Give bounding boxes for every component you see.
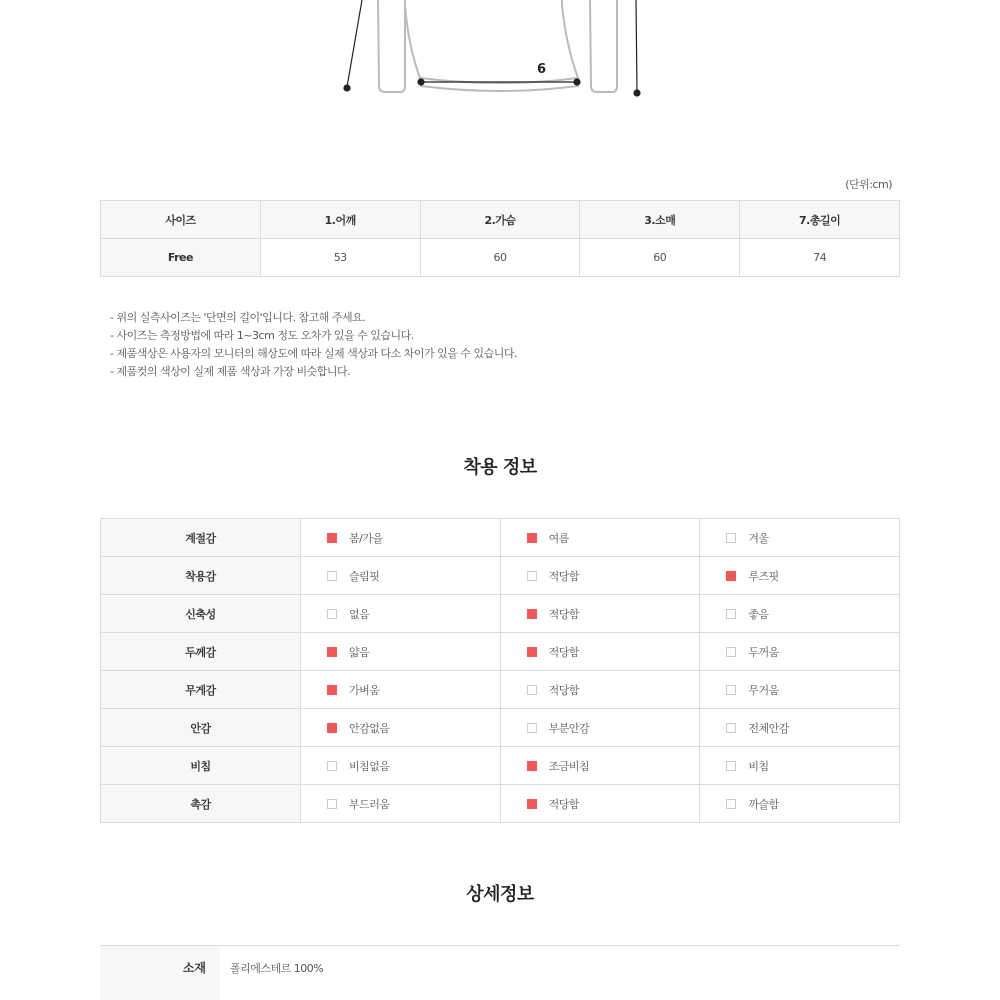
note-item: - 사이즈는 측정방법에 따라 1~3cm 정도 오차가 있을 수 있습니다. xyxy=(110,329,414,342)
fit-option xyxy=(301,747,501,785)
fit-option-label: 비침없음 xyxy=(349,759,390,773)
fit-option-label: 조금비침 xyxy=(548,759,590,773)
fit-option xyxy=(700,747,900,785)
checked-box-icon xyxy=(527,647,537,657)
fit-category: 계절감 xyxy=(101,519,301,557)
length-value: 74 xyxy=(740,239,900,277)
size-name: Free xyxy=(101,239,261,277)
unchecked-box-icon xyxy=(327,609,337,619)
note-item: - 제품컷의 색상이 실제 제품 색상과 가장 비슷합니다. xyxy=(110,365,351,378)
material-label: 소재 xyxy=(100,946,220,1000)
chest-header: 2.가슴 xyxy=(420,201,580,239)
fit-category: 착용감 xyxy=(101,557,301,595)
fit-category: 신축성 xyxy=(101,595,301,633)
fit-info-table xyxy=(100,518,900,823)
fit-option xyxy=(301,709,501,747)
unchecked-box-icon xyxy=(726,533,736,543)
fit-option xyxy=(500,671,700,709)
unchecked-box-icon xyxy=(527,571,537,581)
length-header: 7.총길이 xyxy=(740,201,900,239)
shoulder-header: 1.어깨 xyxy=(260,201,420,239)
fit-option xyxy=(301,595,501,633)
fit-option-label: 적당함 xyxy=(548,797,580,811)
checked-box-icon xyxy=(527,761,537,771)
checked-box-icon xyxy=(726,571,736,581)
table-row xyxy=(101,785,900,823)
fit-option-label: 봄/가을 xyxy=(349,531,383,545)
fit-option xyxy=(700,595,900,633)
unchecked-box-icon xyxy=(726,609,736,619)
size-header: 사이즈 xyxy=(101,201,261,239)
table-row xyxy=(101,595,900,633)
note-item: - 제품색상은 사용자의 모니터의 해상도에 따라 실제 색상과 다소 차이가 있을 수 있습니다. xyxy=(110,347,517,360)
fit-option-label: 루즈핏 xyxy=(748,569,779,583)
fit-option-label: 무거움 xyxy=(748,683,779,697)
fit-category: 비침 xyxy=(101,747,301,785)
fit-option xyxy=(301,671,501,709)
fit-option xyxy=(700,671,900,709)
fit-option-label: 얇음 xyxy=(349,645,370,659)
table-row xyxy=(101,557,900,595)
fit-option xyxy=(500,709,700,747)
checked-box-icon xyxy=(327,647,337,657)
fit-category: 무게감 xyxy=(101,671,301,709)
measure-label: 6 xyxy=(537,62,547,77)
chest-value: 60 xyxy=(420,239,580,277)
fit-category: 촉감 xyxy=(101,785,301,823)
size-table xyxy=(100,200,900,277)
fit-option-label: 전체안감 xyxy=(748,721,789,735)
table-row xyxy=(101,239,900,277)
material-value: 폴리에스테르 100% xyxy=(230,962,324,975)
fit-option-label: 적당함 xyxy=(548,569,580,583)
fit-option-label: 부분안감 xyxy=(548,721,590,735)
fit-option-label: 두꺼움 xyxy=(748,645,779,659)
size-notes xyxy=(110,309,517,381)
note-item: - 위의 실측사이즈는 '단면의 길이'입니다. 참고해 주세요. xyxy=(110,311,366,324)
fit-category: 두께감 xyxy=(101,633,301,671)
fit-option xyxy=(500,785,700,823)
fit-option-label: 겨울 xyxy=(748,531,769,545)
fit-option xyxy=(500,595,700,633)
fit-info-title: 착용 정보 xyxy=(463,457,537,478)
unchecked-box-icon xyxy=(327,571,337,581)
unchecked-box-icon xyxy=(527,685,537,695)
fit-option-label: 여름 xyxy=(548,531,569,545)
fit-option-label: 적당함 xyxy=(548,645,580,659)
fit-option-label: 안감없음 xyxy=(349,721,390,735)
checked-box-icon xyxy=(327,723,337,733)
fit-option-label: 적당함 xyxy=(548,683,580,697)
fit-option xyxy=(500,519,700,557)
fit-option-label: 까슬함 xyxy=(748,797,779,811)
table-row xyxy=(101,633,900,671)
fit-option-label: 없음 xyxy=(349,607,370,621)
checked-box-icon xyxy=(327,685,337,695)
unchecked-box-icon xyxy=(726,799,736,809)
fit-option-label: 적당함 xyxy=(548,607,580,621)
unchecked-box-icon xyxy=(726,761,736,771)
shoulder-value: 53 xyxy=(260,239,420,277)
table-row xyxy=(101,671,900,709)
fit-option xyxy=(700,519,900,557)
garment-measurement-diagram xyxy=(0,0,1000,110)
fit-option xyxy=(500,557,700,595)
fit-option xyxy=(700,633,900,671)
checked-box-icon xyxy=(527,533,537,543)
fit-option xyxy=(500,633,700,671)
table-row xyxy=(101,709,900,747)
fit-option xyxy=(500,747,700,785)
unchecked-box-icon xyxy=(527,723,537,733)
fit-option-label: 가벼움 xyxy=(349,683,380,697)
detail-info-title: 상세정보 xyxy=(466,884,534,905)
detail-info-row xyxy=(100,945,900,1000)
fit-option-label: 비침 xyxy=(748,759,769,773)
fit-option-label: 슬림핏 xyxy=(349,569,380,583)
fit-option-label: 좋음 xyxy=(748,607,769,621)
checked-box-icon xyxy=(527,609,537,619)
unchecked-box-icon xyxy=(726,723,736,733)
fit-option xyxy=(700,709,900,747)
fit-option xyxy=(301,785,501,823)
fit-category: 안감 xyxy=(101,709,301,747)
sleeve-value: 60 xyxy=(580,239,740,277)
fit-option xyxy=(301,519,501,557)
unchecked-box-icon xyxy=(726,647,736,657)
unchecked-box-icon xyxy=(327,761,337,771)
fit-option xyxy=(301,633,501,671)
fit-option-label: 부드러움 xyxy=(349,797,390,811)
unchecked-box-icon xyxy=(726,685,736,695)
table-row xyxy=(101,747,900,785)
checked-box-icon xyxy=(527,799,537,809)
size-table-header xyxy=(101,201,900,239)
unchecked-box-icon xyxy=(327,799,337,809)
checked-box-icon xyxy=(327,533,337,543)
fit-option xyxy=(700,557,900,595)
unit-note: (단위:cm) xyxy=(845,178,892,191)
fit-option xyxy=(700,785,900,823)
sleeve-header: 3.소매 xyxy=(580,201,740,239)
table-row xyxy=(101,519,900,557)
fit-option xyxy=(301,557,501,595)
